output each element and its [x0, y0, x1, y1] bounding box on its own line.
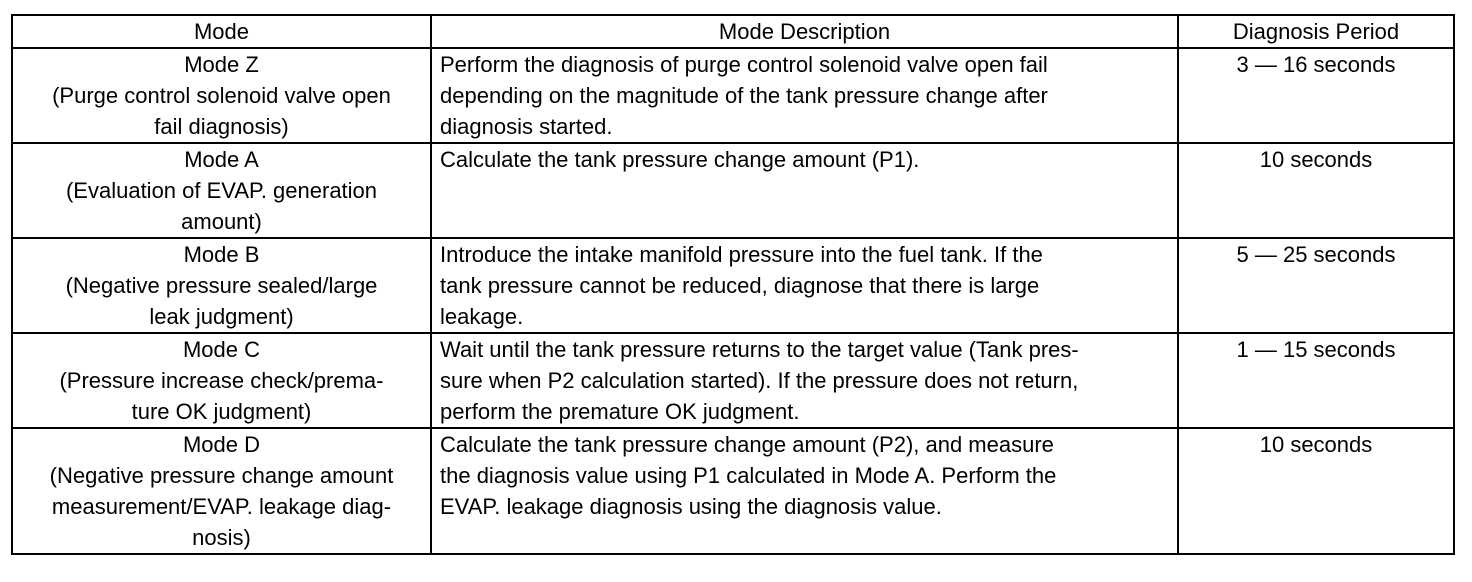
- table-row: [12, 428, 1454, 554]
- description-cell: Perform the diagnosis of purge control solenoid valve open fail depending on the magnitude of the tank pressure change after diagnosis started.: [431, 48, 1178, 143]
- header-row: [12, 15, 1454, 48]
- table-row: [12, 48, 1454, 143]
- header-period: Diagnosis Period: [1178, 15, 1454, 48]
- period-cell: 10 seconds: [1178, 143, 1454, 238]
- mode-cell: Mode A (Evaluation of EVAP. generation amount): [12, 143, 431, 238]
- table-row: [12, 238, 1454, 333]
- mode-cell: Mode B (Negative pressure sealed/large leak judgment): [12, 238, 431, 333]
- description-cell: Wait until the tank pressure returns to the target value (Tank pres- sure when P2 calculation started). If the pressure does not return, perform the premature OK judgment.: [431, 333, 1178, 428]
- period-cell: 3 — 16 seconds: [1178, 48, 1454, 143]
- table-row: [12, 143, 1454, 238]
- mode-cell: Mode Z (Purge control solenoid valve open fail diagnosis): [12, 48, 431, 143]
- table-row: [12, 333, 1454, 428]
- period-cell: 10 seconds: [1178, 428, 1454, 554]
- header-description: Mode Description: [431, 15, 1178, 48]
- description-cell: Calculate the tank pressure change amount (P1).: [431, 143, 1178, 238]
- mode-cell: Mode D (Negative pressure change amount measurement/EVAP. leakage diag- nosis): [12, 428, 431, 554]
- mode-cell: Mode C (Pressure increase check/prema- ture OK judgment): [12, 333, 431, 428]
- header-mode: Mode: [12, 15, 431, 48]
- description-cell: Calculate the tank pressure change amount (P2), and measure the diagnosis value using P1 calculated in Mode A. Perform the EVAP. leakage diagnosis using the diagnosis value.: [431, 428, 1178, 554]
- description-cell: Introduce the intake manifold pressure into the fuel tank. If the tank pressure cannot be reduced, diagnose that there is large leakage.: [431, 238, 1178, 333]
- diagnosis-mode-table: [11, 14, 1455, 555]
- period-cell: 5 — 25 seconds: [1178, 238, 1454, 333]
- period-cell: 1 — 15 seconds: [1178, 333, 1454, 428]
